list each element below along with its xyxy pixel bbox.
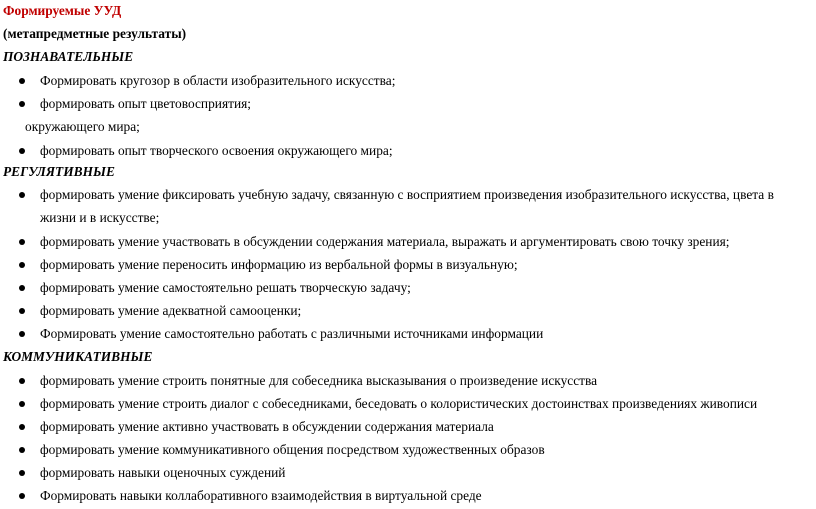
- list-item: Формировать навыки коллаборативного взаимодействия в виртуальной среде: [40, 488, 482, 503]
- list-item: формировать умение активно участвовать в обсуждении содержания материала: [40, 419, 494, 434]
- bullet-icon: [19, 424, 25, 430]
- bullet-icon: [19, 101, 25, 107]
- list-item: формировать опыт цветовосприятия;: [40, 96, 252, 111]
- bullet-icon: [19, 239, 25, 245]
- bullet-icon: [19, 447, 25, 453]
- bullet-icon: [19, 401, 25, 407]
- document-subtitle: (метапредметные результаты): [3, 26, 187, 41]
- plain-line: окружающего мира;: [25, 119, 140, 134]
- list-item: формировать умение переносить информацию из вербальной формы в визуальную;: [40, 257, 518, 272]
- list-item: формировать опыт творческого освоения окружающего мира;: [40, 143, 393, 158]
- list-item-continuation: жизни и в искусстве;: [40, 210, 160, 225]
- bullet-icon: [19, 192, 25, 198]
- bullet-icon: [19, 493, 25, 499]
- bullet-icon: [19, 378, 25, 384]
- bullet-icon: [19, 470, 25, 476]
- list-item: формировать умение адекватной самооценки;: [40, 303, 302, 318]
- bullet-icon: [19, 148, 25, 154]
- list-item: Формировать кругозор в области изобразительного искусства;: [40, 73, 396, 88]
- list-item: формировать умение строить понятные для собеседника высказывания о произведение искусства: [40, 373, 598, 388]
- bullet-icon: [19, 331, 25, 337]
- section-heading-communicative: КОММУНИКАТИВНЫЕ: [3, 349, 153, 364]
- section-heading-regulatory: РЕГУЛЯТИВНЫЕ: [3, 164, 115, 179]
- list-item: формировать навыки оценочных суждений: [40, 465, 286, 480]
- bullet-icon: [19, 262, 25, 268]
- bullet-icon: [19, 308, 25, 314]
- list-item: формировать умение коммуникативного общения посредством художественных образов: [40, 442, 545, 457]
- list-item: формировать умение участвовать в обсуждении содержания материала, выражать и аргументировать свою точку зрения;: [40, 234, 730, 249]
- bullet-icon: [19, 285, 25, 291]
- list-item: формировать умение фиксировать учебную задачу, связанную с восприятием произведения изобразительного искусства, цвета в: [40, 187, 774, 202]
- list-item: Формировать умение самостоятельно работать с различными источниками информации: [40, 326, 544, 341]
- section-heading-cognitive: ПОЗНАВАТЕЛЬНЫЕ: [3, 49, 134, 64]
- list-item: формировать умение самостоятельно решать творческую задачу;: [40, 280, 411, 295]
- list-item: формировать умение строить диалог с собеседниками, беседовать о колористических достоинствах произведениях живописи: [40, 396, 758, 411]
- document-title: Формируемые УУД: [3, 3, 122, 18]
- bullet-icon: [19, 78, 25, 84]
